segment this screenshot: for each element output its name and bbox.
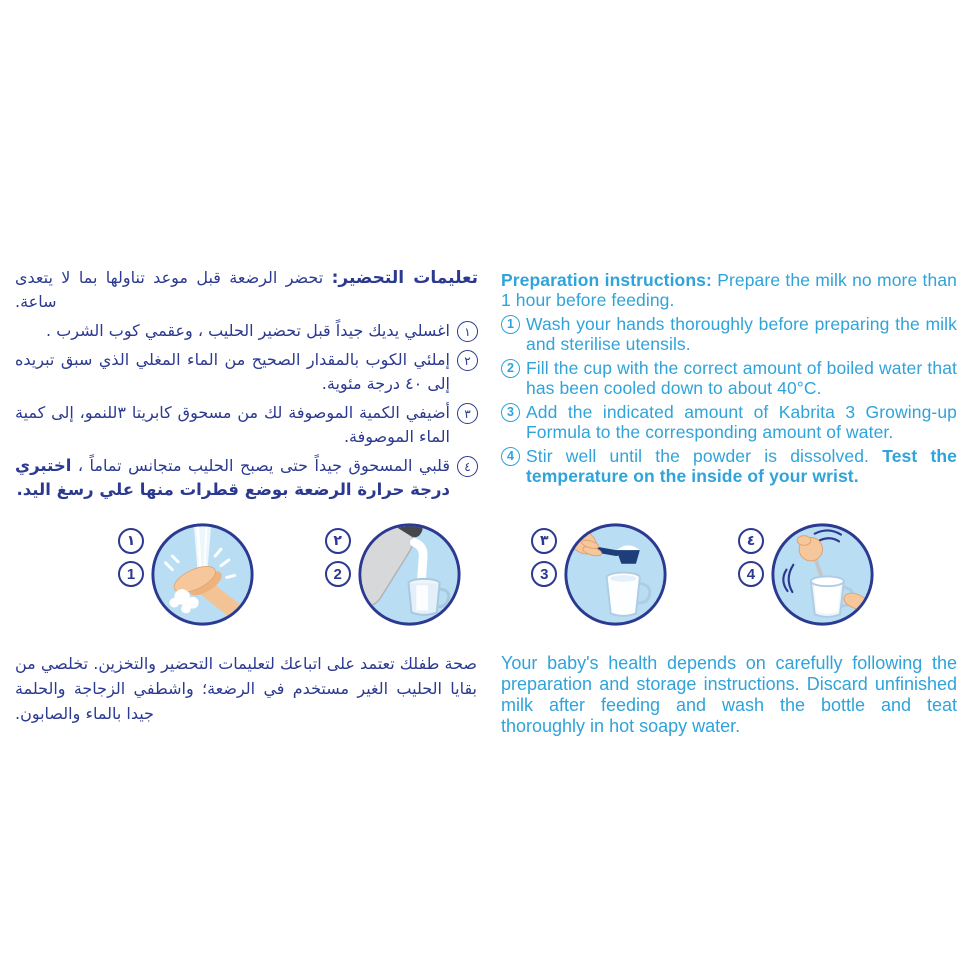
arabic-step-4-text: [15, 454, 450, 502]
english-step-2: [501, 358, 957, 398]
arabic-step-1-text: اغسلي يديك جيداً قبل تحضير الحليب ، وعقمي كوب الشرب .: [46, 321, 450, 340]
illustration-1-numbers: [118, 528, 144, 587]
english-step-4-text-bold: Test the temperature on the inside of your wrist.: [526, 446, 957, 486]
english-instructions: [501, 270, 957, 486]
illustration-4-numbers: [738, 528, 764, 587]
english-step-1: [501, 314, 957, 354]
powder-scoop-icon: [562, 521, 669, 628]
english-step-3: [501, 402, 957, 442]
english-step-2-number: 2: [501, 359, 520, 378]
arabic-intro-text: تحضر الرضعة قبل موعد تناولها بما لا يتعدى ساعة.: [15, 268, 324, 311]
illustration-2-arabic-number: ٢: [325, 528, 351, 554]
arabic-step-3-text: أضيفي الكمية الموصوفة لك من مسحوق كابريتا ٣للنمو، إلى كمية الماء الموصوفة.: [15, 403, 451, 446]
english-intro-heading: Preparation instructions:: [501, 270, 712, 290]
arabic-health-note: صحة طفلك تعتمد على اتباعك لتعليمات التحضير والتخزين. تخلصي من بقايا الحليب الغير مستخدم في الرضعة؛ واشطفي الزجاجة والحلمة جيدا بالماء والصابون.: [15, 654, 477, 723]
illustration-4-arabic-number: ٤: [738, 528, 764, 554]
english-step-4-text: [526, 446, 957, 486]
illustration-2-western-number: 2: [325, 561, 351, 587]
arabic-intro: [15, 266, 478, 314]
illustration-2-numbers: [325, 528, 351, 587]
illustration-step-1: [118, 521, 256, 628]
english-step-4-number: 4: [501, 447, 520, 466]
illustration-4-western-number: 4: [738, 561, 764, 587]
stirring-cup-icon: [769, 521, 876, 628]
illustration-1-arabic-number: ١: [118, 528, 144, 554]
illustration-step-2: [325, 521, 463, 628]
english-step-3-number: 3: [501, 403, 520, 422]
english-intro: [501, 270, 957, 310]
arabic-step-4-text-normal: قلبي المسحوق جيداً حتى يصبح الحليب متجانس تماماً ،: [77, 456, 451, 475]
english-health-note: Your baby's health depends on carefully following the preparation and storage instructions. Discard unfinished milk after feeding and wash the bottle and teat thoroughly in hot soapy water.: [501, 653, 957, 736]
english-step-4-text-normal: Stir well until the powder is dissolved.: [526, 446, 870, 466]
english-step-3-text: Add the indicated amount of Kabrita 3 Growing-up Formula to the corresponding amount of water.: [526, 402, 957, 442]
arabic-step-1: [15, 319, 478, 343]
arabic-step-4-number: ٤: [457, 456, 478, 477]
arabic-step-2-text: إملئي الكوب بالمقدار الصحيح من الماء المغلي الذي سبق تبريده إلى ٤٠ درجة مئوية.: [15, 350, 450, 393]
arabic-step-1-number: ١: [457, 321, 478, 342]
english-step-1-text: Wash your hands thoroughly before preparing the milk and sterilise utensils.: [526, 314, 957, 354]
illustration-3-arabic-number: ٣: [531, 528, 557, 554]
illustration-1-western-number: 1: [118, 561, 144, 587]
illustration-step-4: [738, 521, 876, 628]
english-step-2-text: Fill the cup with the correct amount of boiled water that has been cooled down to about 40°C.: [526, 358, 957, 398]
illustration-3-western-number: 3: [531, 561, 557, 587]
english-intro-text: Prepare the milk no more than 1 hour before feeding.: [501, 270, 958, 310]
arabic-intro-heading: تعليمات التحضير:: [331, 268, 478, 288]
kettle-pouring-icon: [356, 521, 463, 628]
arabic-instructions: [15, 266, 478, 502]
washing-hands-icon: [149, 521, 256, 628]
illustration-step-3: [531, 521, 669, 628]
illustration-3-numbers: [531, 528, 557, 587]
english-step-4: [501, 446, 957, 486]
arabic-step-3-number: ٣: [457, 403, 478, 424]
arabic-step-2-number: ٢: [457, 350, 478, 371]
english-step-1-number: 1: [501, 315, 520, 334]
arabic-step-4-text-bold: اختبري درجة حرارة الرضعة بوضع قطرات منها علي رسغ اليد.: [15, 456, 450, 499]
arabic-step-3: [15, 401, 478, 449]
arabic-step-4: [15, 454, 478, 502]
step-illustrations: [118, 521, 876, 628]
arabic-step-2: [15, 348, 478, 396]
